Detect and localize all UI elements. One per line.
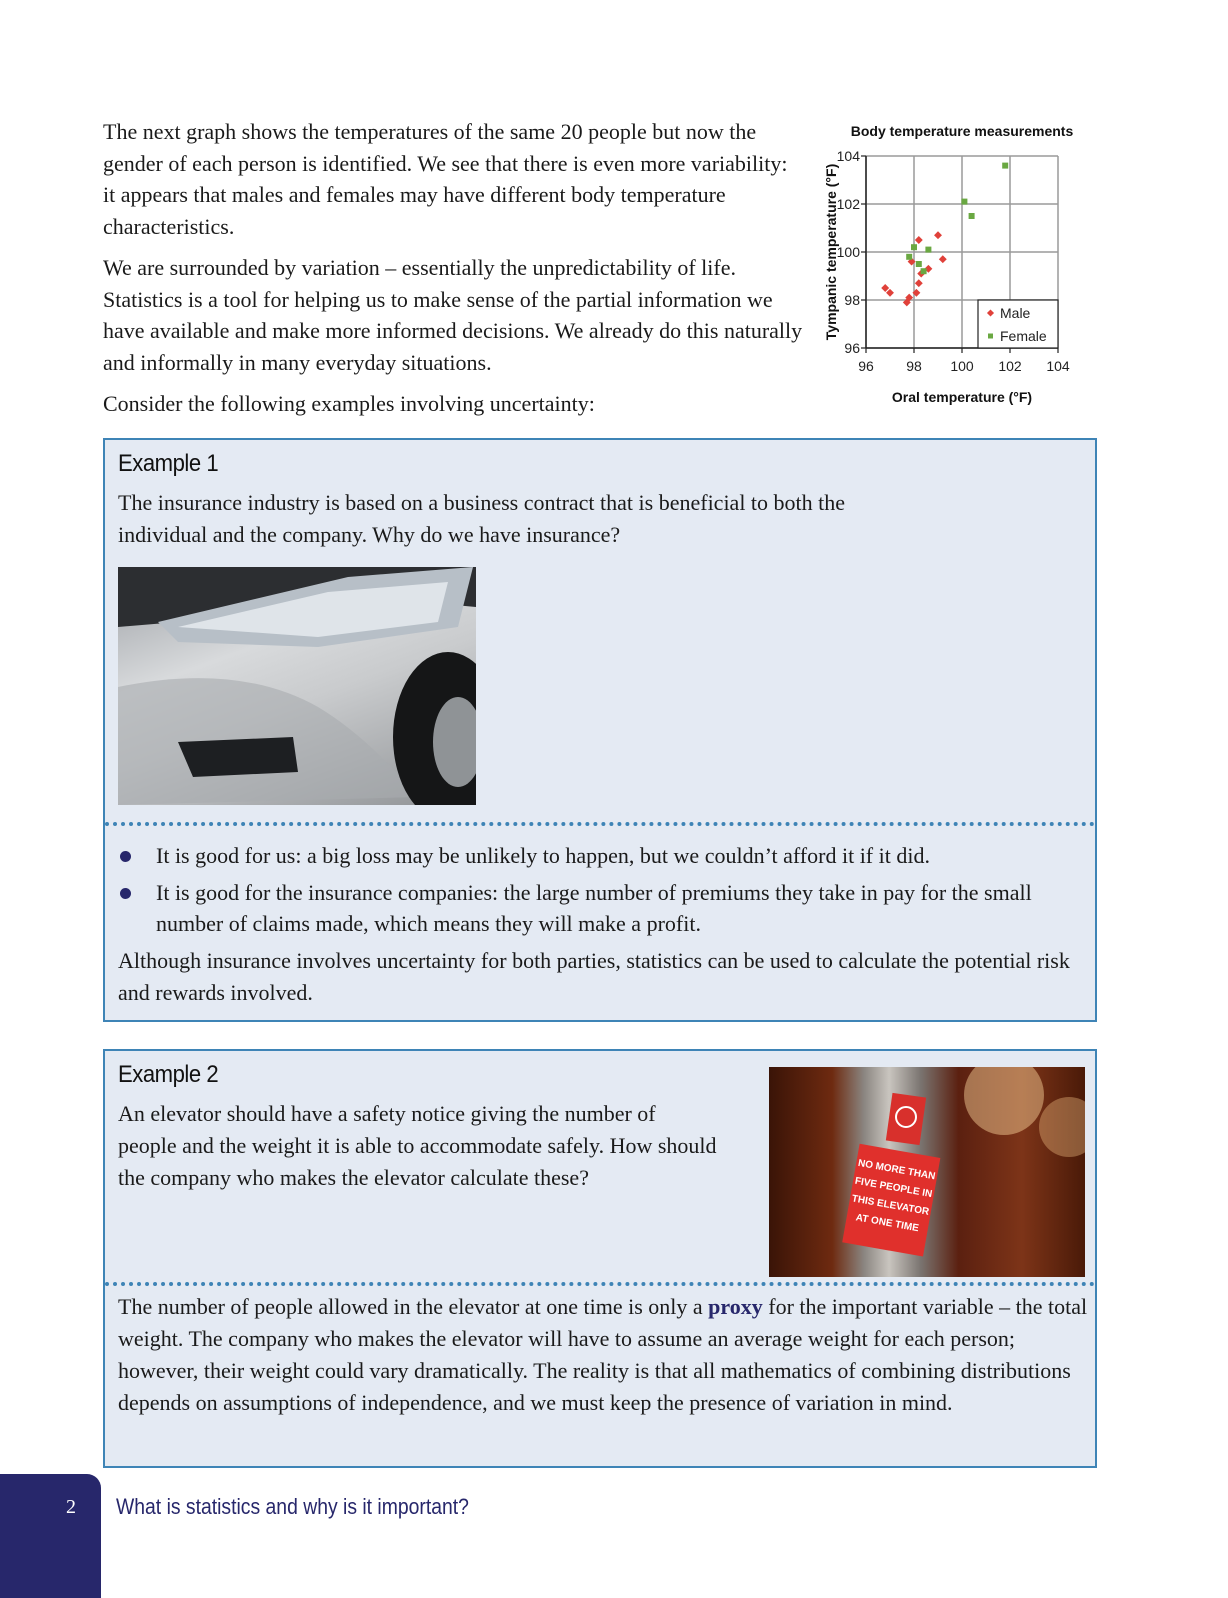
- y-tick-label: 100: [836, 244, 860, 260]
- example-2-question: An elevator should have a safety notice giving the number of people and the weight it is able to accommodate safely. How should the company who makes the elevator calculate these?: [118, 1101, 717, 1190]
- data-point-female: [921, 268, 927, 274]
- data-point-female: [916, 261, 922, 267]
- sign-line: NO MORE THAN: [857, 1157, 937, 1183]
- answer-text-start: The number of people allowed in the elevator at one time is only a: [118, 1294, 709, 1319]
- intro-text: [103, 116, 803, 430]
- bullet-item: It is good for us: a big loss may be unlikely to happen, but we couldn’t afford it if it did.: [118, 840, 1078, 871]
- example-1-box: [103, 438, 1097, 1022]
- footer-page-tab: [0, 1474, 101, 1598]
- data-point-female: [969, 213, 975, 219]
- data-point-female: [1002, 163, 1008, 169]
- data-point-male: [915, 279, 923, 287]
- data-point-male: [886, 289, 894, 297]
- sign-line: FIVE PEOPLE IN: [853, 1175, 934, 1201]
- proxy-term: proxy: [708, 1294, 763, 1319]
- intro-paragraph-1: The next graph shows the temperatures of the same 20 people but now the gender of each person is identified. We see that there is even more variability: it appears that males and females may have different body temperature characteristics.: [103, 119, 788, 239]
- example-1-answer: [118, 840, 1078, 1009]
- legend-label: Female: [1000, 328, 1047, 344]
- example-1-title: Example 1: [118, 450, 219, 477]
- example-1-bullets: [118, 840, 1078, 939]
- intro-paragraph-3: Consider the following examples involving uncertainty:: [103, 391, 595, 416]
- y-axis-label: Tympanic temperature (°F): [823, 163, 839, 341]
- x-axis-label: Oral temperature (°F): [891, 389, 1033, 405]
- x-tick-label: 102: [998, 358, 1022, 374]
- x-tick-label: 104: [1046, 358, 1070, 374]
- body-temperature-chart: [820, 118, 1110, 418]
- intro-paragraph-2: We are surrounded by variation – essentially the unpredictability of life. Statistics is a tool for helping us to make sense of the partial information we have available and make more informed decisions. We already do this naturally and informally in many everyday situations.: [103, 255, 803, 375]
- example-2-box: [103, 1049, 1097, 1468]
- data-point-female: [925, 247, 931, 253]
- data-point-male: [934, 231, 942, 239]
- example-2-title: Example 2: [118, 1061, 219, 1088]
- dotted-divider: [105, 822, 1095, 826]
- dotted-divider: [105, 1282, 1095, 1286]
- x-tick-label: 100: [950, 358, 974, 374]
- page-number: 2: [66, 1496, 76, 1518]
- bullet-item: It is good for the insurance companies: the large number of premiums they take in pay for the small number of claims made, which means they will make a profit.: [118, 877, 1078, 939]
- data-point-female: [911, 244, 917, 250]
- x-tick-label: 96: [858, 358, 874, 374]
- chart-title: Body temperature measurements: [850, 123, 1074, 139]
- elevator-sign-photo: [769, 1067, 1085, 1277]
- data-point-male: [939, 255, 947, 263]
- y-tick-label: 102: [836, 196, 860, 212]
- sign-line: AT ONE TIME: [854, 1212, 920, 1235]
- data-point-female: [961, 199, 967, 205]
- y-tick-label: 98: [844, 292, 860, 308]
- legend-label: Male: [1000, 305, 1031, 321]
- scatter-plot: [820, 118, 1110, 418]
- damaged-car-photo: [118, 567, 476, 805]
- data-point-female: [906, 254, 912, 260]
- data-point-male: [881, 284, 889, 292]
- x-tick-label: 98: [906, 358, 922, 374]
- sign-line: THIS ELEVATOR: [850, 1193, 930, 1218]
- answer-text-end: for the important variable – the total weight. The company who makes the elevator will have to assume an average weight for each person; however, their weight could vary dramatically. The reality is that all mathematics of combining distributions depends on assumptions of independence, and we must keep the presence of variation in mind.: [118, 1294, 1088, 1415]
- data-point-male: [915, 236, 923, 244]
- y-tick-label: 104: [836, 148, 860, 164]
- example-1-question: The insurance industry is based on a business contract that is beneficial to both the individual and the company. Why do we have insurance?: [118, 490, 846, 547]
- legend-marker: [988, 334, 993, 339]
- chapter-title: What is statistics and why is it important?: [116, 1494, 469, 1519]
- example-1-conclusion: Although insurance involves uncertainty for both parties, statistics can be used to calculate the potential risk and rewards involved.: [118, 948, 1070, 1005]
- example-2-answer: [118, 1291, 1088, 1419]
- y-tick-label: 96: [844, 340, 860, 356]
